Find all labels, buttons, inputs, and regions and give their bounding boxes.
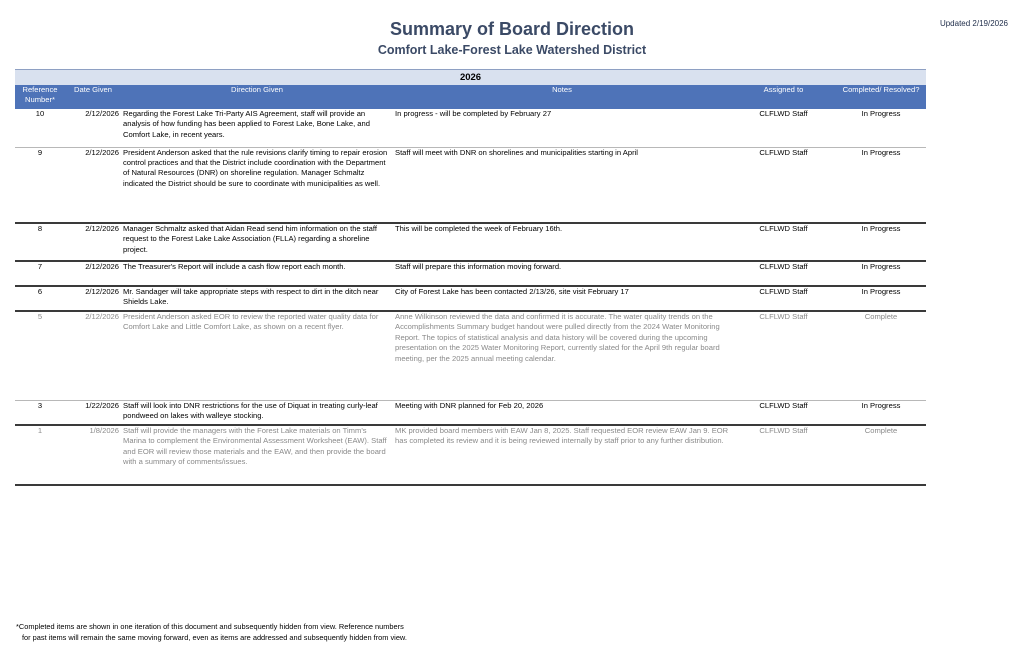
assigned-to-cell: CLFLWD Staff (731, 147, 836, 223)
status-cell: In Progress (836, 400, 926, 425)
column-header-direction: Direction Given (121, 85, 393, 109)
column-header-assigned: Assigned to (731, 85, 836, 109)
status-cell: Complete (836, 311, 926, 400)
column-header-notes: Notes (393, 85, 731, 109)
footnote-line-1: *Completed items are shown in one iteration of this document and subsequently hidden from view. Reference numbers (16, 622, 404, 631)
direction-given-cell: Staff will provide the managers with the Forest Lake materials on Timm's Marina to complement the Environmental Assessment Worksheet (EAW). Staff and EOR will review those materials and the EAW, and then provide the board with a summary of comments/issues. (121, 425, 393, 485)
direction-given-cell: Manager Schmaltz asked that Aidan Read send him information on the staff request to the Forest Lake Lake Association (FLLA) regarding a shoreline project. (121, 223, 393, 261)
notes-cell: Staff will prepare this information moving forward. (393, 261, 731, 286)
assigned-to-cell: CLFLWD Staff (731, 109, 836, 147)
direction-given-cell: Mr. Sandager will take appropriate steps with respect to dirt in the ditch near Shields Lake. (121, 286, 393, 311)
status-cell: In Progress (836, 223, 926, 261)
status-cell: In Progress (836, 147, 926, 223)
year-header: 2026 (15, 70, 926, 86)
column-header-reference: Reference Number* (15, 85, 65, 109)
table-row (15, 425, 926, 485)
reference-number-cell: 6 (15, 286, 65, 311)
status-cell: Complete (836, 425, 926, 485)
status-cell: In Progress (836, 286, 926, 311)
status-cell: In Progress (836, 109, 926, 147)
date-given-cell: 2/12/2026 (65, 261, 121, 286)
column-header-status: Completed/ Resolved? (836, 85, 926, 109)
updated-date: Updated 2/19/2026 (939, 19, 1008, 28)
assigned-to-cell: CLFLWD Staff (731, 400, 836, 425)
direction-given-cell: Regarding the Forest Lake Tri-Party AIS Agreement, staff will provide an analysis of how funding has been applied to Forest Lake, Bone Lake, and Comfort Lake, in recent years. (121, 109, 393, 147)
date-given-cell: 2/12/2026 (65, 311, 121, 400)
direction-given-cell: President Anderson asked EOR to review the reported water quality data for Comfort Lake and Little Comfort Lake, as shown on a recent flyer. (121, 311, 393, 400)
notes-cell: City of Forest Lake has been contacted 2/13/26, site visit February 17 (393, 286, 731, 311)
board-direction-table (15, 69, 926, 486)
table-row (15, 109, 926, 147)
direction-given-cell: The Treasurer's Report will include a cash flow report each month. (121, 261, 393, 286)
reference-number-cell: 9 (15, 147, 65, 223)
notes-cell: MK provided board members with EAW Jan 8, 2025. Staff requested EOR review EAW Jan 9. EOR has completed its review and it is being reviewed internally by staff prior to any further distribution. (393, 425, 731, 485)
table-row (15, 147, 926, 223)
date-given-cell: 2/12/2026 (65, 223, 121, 261)
notes-cell: In progress - will be completed by February 27 (393, 109, 731, 147)
table-row (15, 223, 926, 261)
status-cell: In Progress (836, 261, 926, 286)
assigned-to-cell: CLFLWD Staff (731, 425, 836, 485)
date-given-cell: 2/12/2026 (65, 109, 121, 147)
assigned-to-cell: CLFLWD Staff (731, 261, 836, 286)
table-row (15, 286, 926, 311)
column-header-date: Date Given (65, 85, 121, 109)
reference-number-cell: 7 (15, 261, 65, 286)
reference-number-cell: 10 (15, 109, 65, 147)
footnote-line-2: for past items will remain the same moving forward, even as items are addressed and subsequently hidden from view. (22, 633, 407, 642)
assigned-to-cell: CLFLWD Staff (731, 311, 836, 400)
date-given-cell: 1/8/2026 (65, 425, 121, 485)
date-given-cell: 1/22/2026 (65, 400, 121, 425)
page-title: Summary of Board Direction (389, 19, 635, 39)
notes-cell: Meeting with DNR planned for Feb 20, 2026 (393, 400, 731, 425)
page-subtitle: Comfort Lake-Forest Lake Watershed District (377, 43, 647, 57)
notes-cell: This will be completed the week of February 16th. (393, 223, 731, 261)
table-row (15, 261, 926, 286)
assigned-to-cell: CLFLWD Staff (731, 223, 836, 261)
direction-given-cell: Staff will look into DNR restrictions for the use of Diquat in treating curly-leaf pondweed on lakes with walleye stocking. (121, 400, 393, 425)
date-given-cell: 2/12/2026 (65, 147, 121, 223)
footnote (16, 621, 407, 643)
direction-given-cell: President Anderson asked that the rule revisions clarify timing to repair erosion control practices and that the District include coordination with the Department of Natural Resources (DNR) on shoreline regulation. Manager Schmaltz indicated the District should be sure to coordinate with municipalities as well. (121, 147, 393, 223)
table-row (15, 311, 926, 400)
notes-cell: Anne Wilkinson reviewed the data and confirmed it is accurate. The water quality trends on the Accomplishments Summary budget handout were pulled directly from the 2024 Water Monitoring Report. The topics of statistical analysis and data history will be covered during the upcoming presentation on the 2025 Water Monitoring Report, currently slated for the April 9th regular board meeting, per the 2025 annual meeting calendar. (393, 311, 731, 400)
assigned-to-cell: CLFLWD Staff (731, 286, 836, 311)
reference-number-cell: 8 (15, 223, 65, 261)
notes-cell: Staff will meet with DNR on shorelines and municipalities starting in April (393, 147, 731, 223)
date-given-cell: 2/12/2026 (65, 286, 121, 311)
reference-number-cell: 1 (15, 425, 65, 485)
table-row (15, 400, 926, 425)
reference-number-cell: 3 (15, 400, 65, 425)
reference-number-cell: 5 (15, 311, 65, 400)
